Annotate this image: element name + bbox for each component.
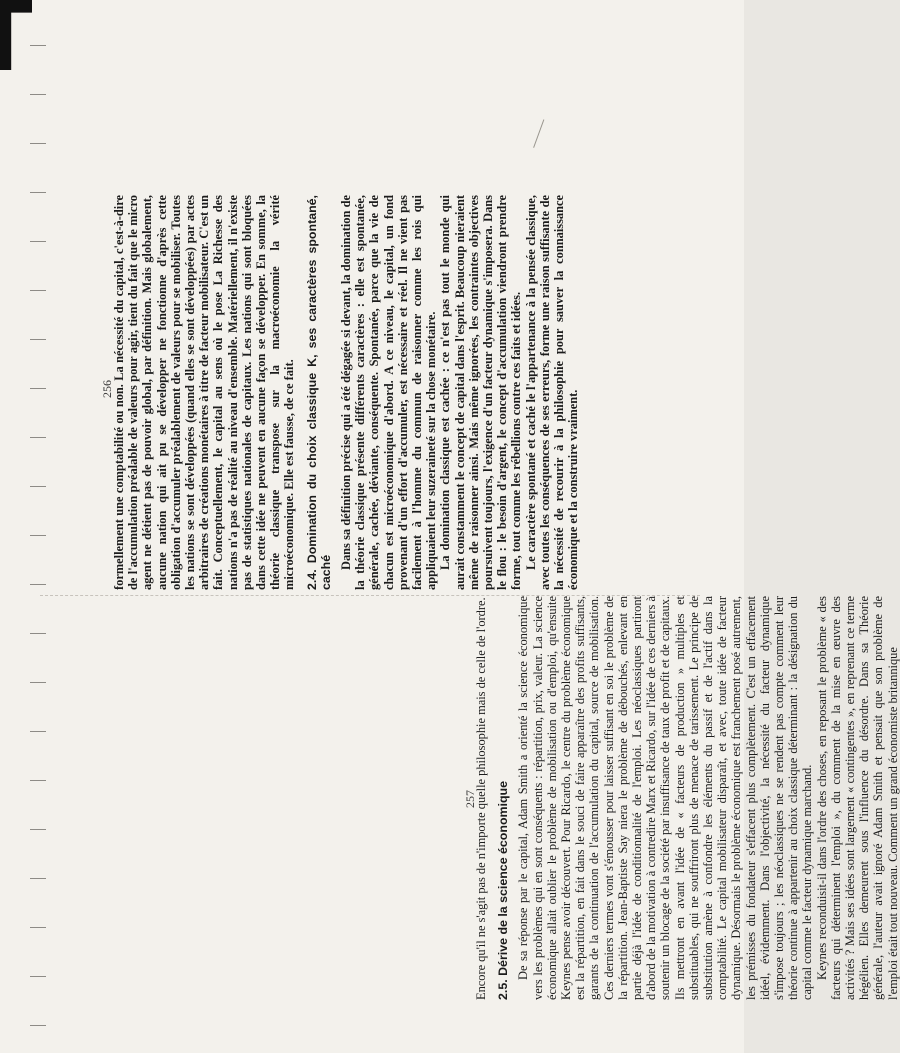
section-heading: 2.5. Dérive de la science économique bbox=[496, 780, 511, 1000]
paragraph: La domination classique est cachée : ce n'est pas tout le monde qui aurait constamment le concept de capital dans l'esprit. Beaucoup nieraient même de raisonner ainsi. Mais même ignorées, les contraintes objectives poursuivent toujours, l'exigence d'un facteur dynamique s'imposera. Dans le flou : le besoin d'argent, le concept d'accumulation viendront prendre forme, tout comme les rébellions contre ces faits et idées. bbox=[438, 195, 524, 590]
page-number-left: 256 bbox=[100, 380, 114, 398]
margin-tick bbox=[30, 878, 46, 879]
margin-tick bbox=[30, 1025, 46, 1026]
margin-tick bbox=[30, 976, 46, 977]
paragraph: Encore qu'il ne s'agit pas de n'importe quelle philosophie mais de celle de l'ordre. bbox=[474, 597, 488, 1000]
paragraph: Dans sa définition précise qui a été dégagée si devant, la domination de la théorie classique présente différents caractères : elle est spontanée, générale, cachée, déviante, conséquente. Spontanée, parce que la vie de chacun est microéconomique d'abord. A ce niveau, le capital, un fond provenant d'un effort d'accumuler, est nécessaire et réel. Il ne vient pas facilement à l'homme du commun de raisonner comme les rois qui appliquaient leur suzeraineté sur la chose monétaire. bbox=[339, 195, 439, 590]
paragraph: Keynes reconduisit-il dans l'ordre des choses, en reposant le problème « des facteurs qui déterminent l'emploi », du comment de la mise en œuvre des activités ? Mais ses idées sont largement « contingentes », en reprenant ce terme hégélien. Elles demeurent sous l'influence du désordre. Dans sa Théorie générale, l'auteur avait ignoré Adam Smith et pensait que son problème de l'emploi était tout nouveau. Comment un grand économiste britannique bbox=[814, 596, 900, 1000]
page-number-right: 257 bbox=[463, 790, 477, 808]
pencil-mark bbox=[533, 119, 552, 150]
margin-tick bbox=[30, 633, 46, 634]
margin-tick bbox=[30, 731, 46, 732]
margin-tick bbox=[30, 290, 46, 291]
margin-tick bbox=[30, 437, 46, 438]
margin-tick bbox=[30, 682, 46, 683]
margin-tick bbox=[30, 241, 46, 242]
margin-tick bbox=[30, 45, 46, 46]
section-heading: 2.4. Domination du choix classique K, ses caractères spontané, caché bbox=[304, 195, 333, 590]
paragraph: De sa réponse par le capital, Adam Smith a orienté la science économique vers les problèmes qui en sont conséquents : répartition, prix, valeur. La science économique allait oublier le problème de mobilisation ou d'emploi, qu'ensuite Keynes pense avoir découvert. Pour Ricardo, le centre du problème économique est la répartition, en fait dans le souci de faire apparaître des profits suffisants, garants de la continuation de l'accumulation du capital, source de mobilisation. Ces derniers termes vont s'émousser pour laisser suffisant en soi le problème de la répartition. Jean-Baptiste Say niera le problème de débouchés, enlevant en partie déjà l'idée de conditionnalité de l'emploi. Les néoclassiques partiront d'abord de la motivation à contredire Marx et Ricardo, sur l'idée de ces derniers à soutenir un blocage de la société par insuffisance de taux de profit et de capitaux. Ils mettront en avant l'idée de « facteurs de production » multiples et substituables, qui ne souffriront plus de menace de tarissement. Le principe de substitution amène à confondre les éléments du passif et de l'actif dans la comptabilité. Le capital mobilisateur disparaît, et avec, toute idée de facteur dynamique. Désormais le problème économique est franchement posé autrement, les prémisses du fondateur s'effacent plus complètement. C'est un effacement idéel, évidemment. Dans l'objectivité, la nécessité du facteur dynamique s'impose toujours ; les néoclassiques ne se rendent pas compte comment leur théorie continue à appartenir au choix classique déterminant : la désignation du capital comme le facteur dynamique marchand. bbox=[516, 596, 815, 1000]
margin-tick bbox=[30, 584, 46, 585]
paragraph: formellement une comptabilité ou non. La nécessité du capital, c'est-à-dire de l'accumulation préalable de valeurs pour agir, tient du fait que le micro agent ne détient pas de pouvoir global, par définition. Mais globalement, aucune nation qui ait pu se développer ne fonctionne d'après cette obligation d'accumuler préalablement de valeurs pour se mobiliser. Toutes les nations se sont développées (quand elles se sont développées) par actes arbitraires de créations monétaires à titre de facteur mobilisateur. C'est un fait. Conceptuellement, le capital au sens où le pose La Richesse des nations n'a pas de réalité au niveau d'ensemble. Matériellement, il n'existe pas de statistiques nationales de capitaux. Les nations qui sont bloquées dans cette idée ne peuvent en aucune façon se développer. En somme, la théorie classique transpose sur la macroéconomie la vérité microéconomique. Elle est fausse, de ce fait. bbox=[112, 195, 297, 590]
margin-tick bbox=[30, 780, 46, 781]
margin-tick bbox=[30, 927, 46, 928]
margin-tick bbox=[30, 486, 46, 487]
margin-tick bbox=[30, 339, 46, 340]
margin-tick bbox=[30, 94, 46, 95]
paragraph: Le caractère spontané et caché le l'appartenance à la pensée classique, avec toutes les conséquences de ses erreurs, forme une raison suffisante de la nécessité de recourir à la philosophie pour sauver la connaissance économique et la construire vraiment. bbox=[523, 195, 581, 590]
margin-tick bbox=[30, 388, 46, 389]
margin-tick bbox=[30, 535, 46, 536]
margin-tick bbox=[30, 829, 46, 830]
margin-tick bbox=[30, 192, 46, 193]
right-page-text bbox=[474, 596, 900, 1000]
margin-tick-marks bbox=[30, 0, 50, 1053]
margin-tick bbox=[30, 143, 46, 144]
left-page-text bbox=[112, 195, 581, 590]
binding-corner-mark bbox=[0, 0, 32, 70]
